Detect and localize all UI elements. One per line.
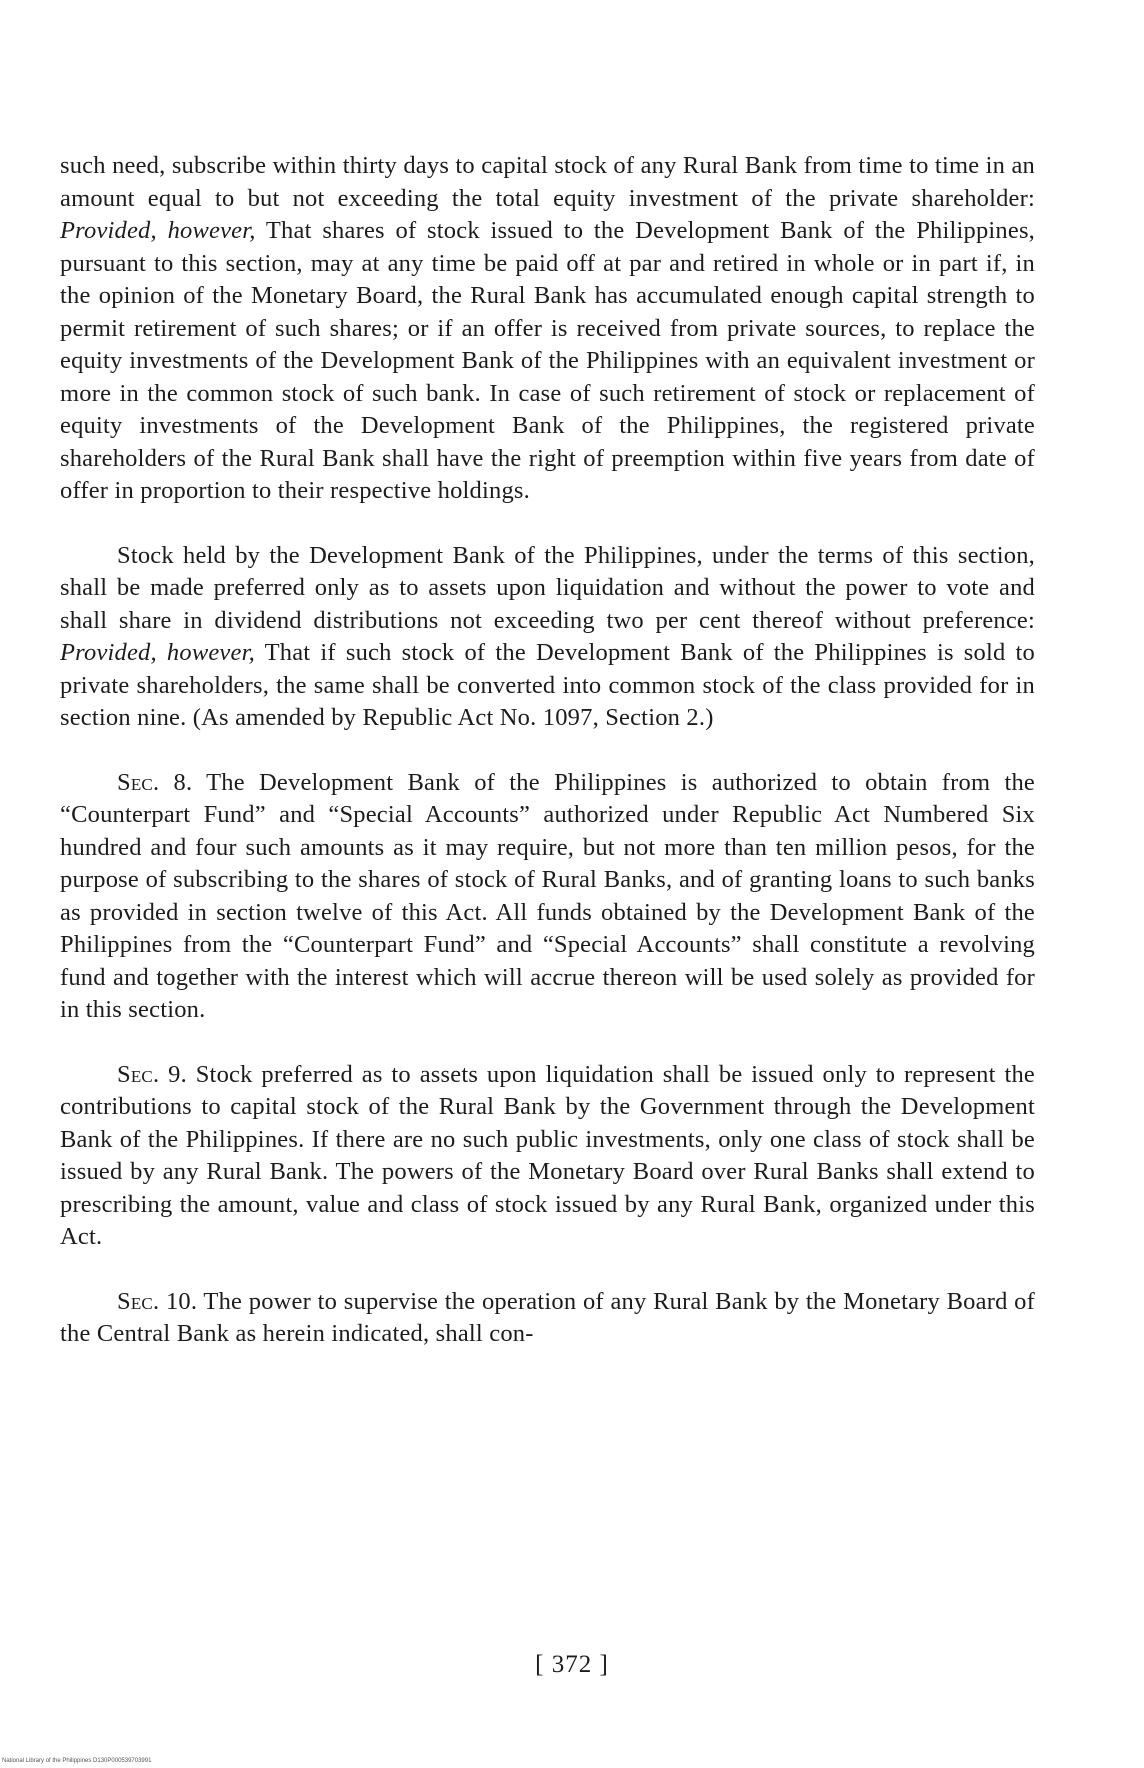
paragraph-1 — [60, 150, 1035, 508]
section-9-text: Stock preferred as to assets upon liquidation shall be issued only to represent the contributions to capital stock of the Rural Bank by the Government through the Development Bank of the Philippines. If there are no such public investments, only one class of stock shall be issued by any Rural Bank. The powers of the Monetary Board over Rural Banks shall extend to prescribing the amount, value and class of stock issued by any Rural Bank, organized under this Act. — [60, 1060, 1035, 1250]
section-9-label: Sec. 9. — [117, 1060, 187, 1088]
document-page — [60, 150, 1035, 1351]
section-9-paragraph — [60, 1059, 1035, 1254]
section-8-label: Sec. 8. — [117, 768, 193, 796]
section-10-paragraph — [60, 1286, 1035, 1351]
page-number: [ 372 ] — [535, 1651, 609, 1678]
paragraph-1-text-rest: That shares of stock issued to the Development Bank of the Philippines, pursuant to this section, may at any time be paid off at par and retired in whole or in part if, in the opinion of the Monetary Board, the Rural Bank has accumulated enough capital strength to permit retirement of such shares; or if an offer is received from private sources, to replace the equity investments of the Development Bank of the Philippines with an equivalent investment or more in the common stock of such bank. In case of such retirement of stock or replacement of equity investments of the Development Bank of the Philippines, the registered private shareholders of the Rural Bank shall have the right of preemption within five years from date of offer in proportion to their respective holdings. — [60, 217, 1035, 504]
section-8-paragraph — [60, 767, 1035, 1027]
paragraph-2-proviso: Provided, however, — [60, 639, 255, 666]
library-footer-strip: National Library of the Philippines D130P000539703991 — [2, 1758, 152, 1764]
section-10-label: Sec. 10. — [117, 1287, 198, 1315]
paragraph-2-text: Stock held by the Development Bank of the Philippines, under the terms of this section, shall be made preferred only as to assets upon liquidation and without the power to vote and shall share in dividend distributions not exceeding two per cent thereof without preference: — [60, 541, 1035, 634]
paragraph-2 — [60, 540, 1035, 735]
paragraph-1-text: such need, subscribe within thirty days to capital stock of any Rural Bank from time to time in an amount equal to but not exceeding the total equity investment of the private shareholder: — [60, 152, 1035, 212]
section-8-text: The Development Bank of the Philippines is authorized to obtain from the “Counterpart Fund” and “Special Accounts” authorized under Republic Act Numbered Six hundred and four such amounts as it may require, but not more than ten million pesos, for the purpose of subscribing to the shares of stock of Rural Banks, and of granting loans to such banks as provided in section twelve of this Act. All funds obtained by the Development Bank of the Philippines from the “Counterpart Fund” and “Special Accounts” shall constitute a revolving fund and together with the interest which will accrue thereon will be used solely as provided for in this section. — [60, 768, 1035, 1023]
section-10-text: The power to supervise the operation of any Rural Bank by the Monetary Board of the Central Bank as herein indicated, shall con- — [60, 1287, 1035, 1347]
paragraph-2-text-rest: That if such stock of the Development Bank of the Philippines is sold to private shareholders, the same shall be converted into common stock of the class provided for in section nine. (As amended by Republic Act No. 1097, Section 2.) — [60, 639, 1036, 731]
paragraph-1-proviso: Provided, however, — [60, 217, 256, 244]
